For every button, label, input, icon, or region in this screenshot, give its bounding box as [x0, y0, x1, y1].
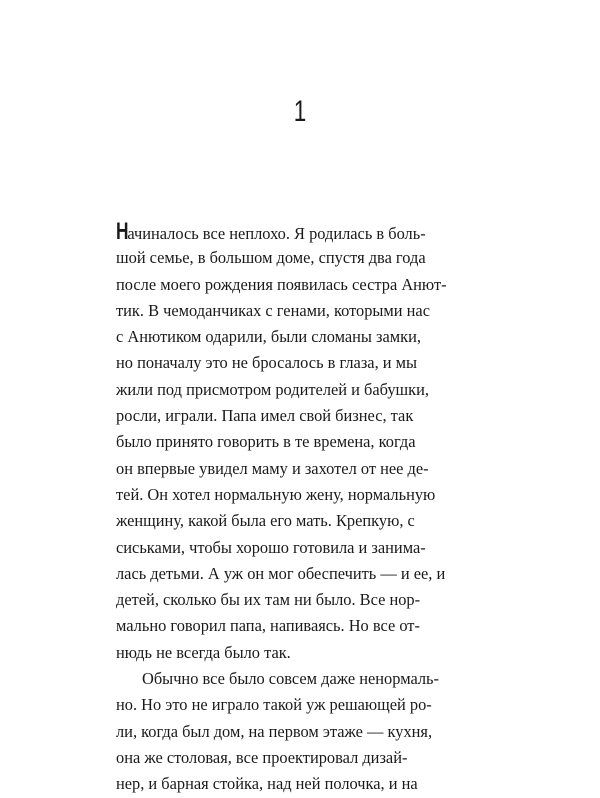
drop-cap: Н	[116, 218, 129, 245]
text-line	[116, 377, 482, 403]
line-text: тик. В чемоданчиках с генами, которыми нас	[116, 300, 430, 320]
line-text: было принято говорить в те времена, когда	[116, 432, 416, 452]
chapter-number: 1	[293, 95, 307, 128]
line-text: лась детьми. А уж он мог обеспечить — и ее, и	[116, 563, 446, 583]
line-text: сиськами, чтобы хорошо готовила и занима-	[116, 537, 426, 557]
line-text: детей, сколько бы их там ни было. Все нор-	[116, 590, 421, 610]
text-line	[116, 456, 482, 482]
line-text: шой семье, в большом доме, спустя два года	[116, 248, 426, 268]
text-line	[116, 719, 482, 745]
text-line	[116, 745, 482, 771]
text-line	[116, 535, 482, 561]
line-text: росли, играли. Папа имел свой бизнес, так	[116, 406, 414, 426]
text-line	[116, 508, 482, 534]
line-text: нюдь не всегда было так.	[116, 642, 291, 662]
text-line	[116, 219, 482, 245]
text-line	[116, 587, 482, 613]
body-text	[116, 219, 482, 798]
line-text: нер, и барная стойка, над ней полочка, и на	[116, 774, 418, 794]
line-text: мально говорил папа, напиваясь. Но все от-	[116, 616, 420, 636]
line-text: тей. Он хотел нормальную жену, нормальную	[116, 484, 436, 504]
text-line	[116, 403, 482, 429]
text-line	[116, 561, 482, 587]
text-line	[116, 429, 482, 455]
text-line	[116, 613, 482, 639]
text-line	[116, 692, 482, 718]
text-line	[116, 298, 482, 324]
first-word	[116, 219, 426, 245]
text-line	[116, 640, 482, 666]
text-line	[116, 482, 482, 508]
line-text: с Анютиком одарили, были сломаны замки,	[116, 327, 421, 347]
line-text: ачиналось все неплохо. Я родилась в боль-	[127, 224, 426, 243]
text-line	[116, 350, 482, 376]
line-text: жили под присмотром родителей и бабушки,	[116, 379, 429, 399]
line-text: после моего рождения появилась сестра Анют-	[116, 274, 447, 294]
text-line	[116, 666, 482, 692]
text-line	[116, 272, 482, 298]
line-text: женщину, какой была его мать. Крепкую, с	[116, 511, 415, 531]
line-text: но. Но это не играло такой уж решающей ро-	[116, 695, 432, 715]
line-text: он впервые увидел маму и захотел от нее де-	[116, 458, 429, 478]
line-text: она же столовая, все проектировал дизай-	[116, 747, 408, 767]
text-line	[116, 771, 482, 797]
line-text: ли, когда был дом, на первом этаже — кухня,	[116, 721, 433, 741]
text-line	[116, 324, 482, 350]
line-text: Обычно все было совсем даже ненормаль-	[142, 669, 439, 689]
line-text: но поначалу это не бросалось в глаза, и мы	[116, 353, 418, 373]
text-line	[116, 245, 482, 271]
